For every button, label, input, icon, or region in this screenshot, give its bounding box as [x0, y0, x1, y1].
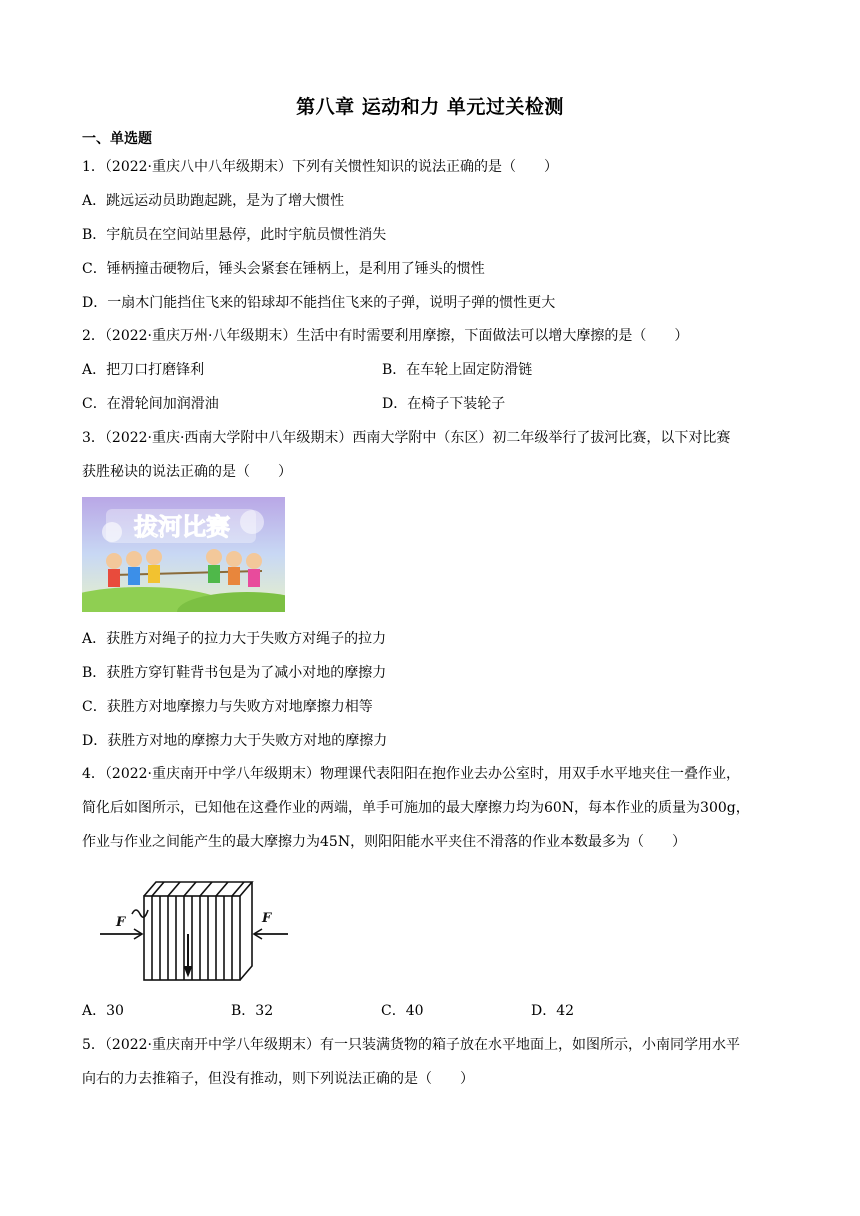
question-4-option-c: C．40 — [381, 1003, 424, 1019]
book-stack-diagram — [96, 874, 292, 982]
question-2-option-b: B．在车轮上固定防滑链 — [382, 362, 533, 378]
question-4-option-a: A．30 — [82, 1003, 124, 1019]
question-3-stem-line-1: 3．（2022·重庆·西南大学附中八年级期末）西南大学附中（东区）初二年级举行了拔河比赛，以下对比赛 — [82, 430, 731, 446]
question-1-option-a: A．跳远运动员助跑起跳，是为了增大惯性 — [82, 193, 345, 209]
question-3-option-b: B．获胜方穿钉鞋背书包是为了减小对地的摩擦力 — [82, 665, 387, 681]
tug-of-war-illustration — [82, 497, 285, 612]
question-2-option-c: C．在滑轮间加润滑油 — [82, 396, 219, 412]
question-4-stem-line-3: 作业与作业之间能产生的最大摩擦力为45N，则阳阳能水平夹住不滑落的作业本数最多为（ ） — [82, 834, 687, 850]
question-3-option-d: D．获胜方对地的摩擦力大于失败方对地的摩擦力 — [82, 733, 388, 749]
question-3-stem-line-2: 获胜秘诀的说法正确的是（ ） — [82, 464, 292, 480]
children-left — [106, 549, 162, 587]
question-3-option-a: A．获胜方对绳子的拉力大于失败方对绳子的拉力 — [82, 631, 387, 647]
question-2-option-a: A．把刀口打磨锋利 — [82, 362, 205, 378]
question-2-option-d: D．在椅子下装轮子 — [382, 396, 506, 412]
question-1-option-d: D．一扇木门能挡住飞来的铅球却不能挡住飞来的子弹，说明子弹的惯性更大 — [82, 295, 556, 311]
question-1-stem: 1．（2022·重庆八中八年级期末）下列有关惯性知识的说法正确的是（ ） — [82, 159, 558, 175]
question-1-option-b: B．宇航员在空间站里悬停，此时宇航员惯性消失 — [82, 227, 387, 243]
section-heading: 一、单选题 — [82, 131, 152, 147]
page-title: 第八章 运动和力 单元过关检测 — [296, 96, 564, 118]
tug-of-war-image — [82, 497, 285, 612]
question-4-stem-line-2: 简化后如图所示，已知他在这叠作业的两端，单手可施加的最大摩擦力均为60N，每本作业的质量为300g， — [82, 800, 750, 816]
left-force-label: F — [116, 915, 126, 930]
question-4-option-b: B．32 — [231, 1003, 274, 1019]
question-5-stem-line-1: 5．（2022·重庆南开中学八年级期末）有一只装满货物的箱子放在水平地面上，如图所示，小南同学用水平 — [82, 1037, 740, 1053]
book-stack-figure — [96, 874, 292, 982]
children-right — [206, 549, 262, 587]
question-5-stem-line-2: 向右的力去推箱子，但没有推动，则下列说法正确的是（ ） — [82, 1071, 474, 1087]
question-4-stem-line-1: 4．（2022·重庆南开中学八年级期末）物理课代表阳阳在抱作业去办公室时，用双手水平地夹住一叠作业， — [82, 766, 740, 782]
question-4-option-d: D．42 — [531, 1003, 575, 1019]
question-3-option-c: C．获胜方对地摩擦力与失败方对地摩擦力相等 — [82, 699, 373, 715]
tug-of-war-image-text: 拔河比赛 — [134, 513, 230, 541]
question-1-option-c: C．锤柄撞击硬物后，锤头会紧套在锤柄上，是利用了锤头的惯性 — [82, 261, 485, 277]
question-2-stem: 2．（2022·重庆万州·八年级期末）生活中有时需要利用摩擦，下面做法可以增大摩擦的是（ ） — [82, 328, 689, 344]
right-force-label: F — [262, 911, 272, 926]
